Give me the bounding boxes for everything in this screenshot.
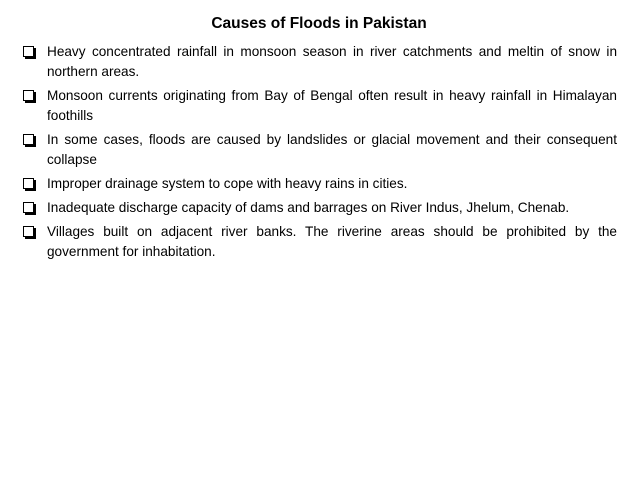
list-item [21, 198, 617, 218]
list-item [21, 174, 617, 194]
list-item [21, 130, 617, 170]
list-item [21, 42, 617, 82]
bullet-text: Villages built on adjacent river banks. The riverine areas should be prohibited by the government for inhabitation. [47, 224, 617, 259]
bullet-text: Monsoon currents originating from Bay of Bengal often result in heavy rainfall in Himalayan foothills [47, 88, 617, 123]
bullet-text: Improper drainage system to cope with heavy rains in cities. [47, 176, 408, 191]
checkbox-square-icon [23, 90, 34, 101]
bullet-text: Inadequate discharge capacity of dams and barrages on River Indus, Jhelum, Chenab. [47, 200, 570, 215]
checkbox-square-icon [23, 226, 34, 237]
bullet-text: Heavy concentrated rainfall in monsoon season in river catchments and meltin of snow in northern areas. [47, 44, 617, 79]
checkbox-square-icon [23, 46, 34, 57]
bullet-list [21, 42, 617, 266]
checkbox-square-icon [23, 178, 34, 189]
checkbox-square-icon [23, 202, 34, 213]
list-item [21, 86, 617, 126]
list-item [21, 222, 617, 262]
bullet-text: In some cases, floods are caused by landslides or glacial movement and their consequent collapse [47, 132, 617, 167]
slide-title: Causes of Floods in Pakistan [211, 15, 427, 32]
checkbox-square-icon [23, 134, 34, 145]
